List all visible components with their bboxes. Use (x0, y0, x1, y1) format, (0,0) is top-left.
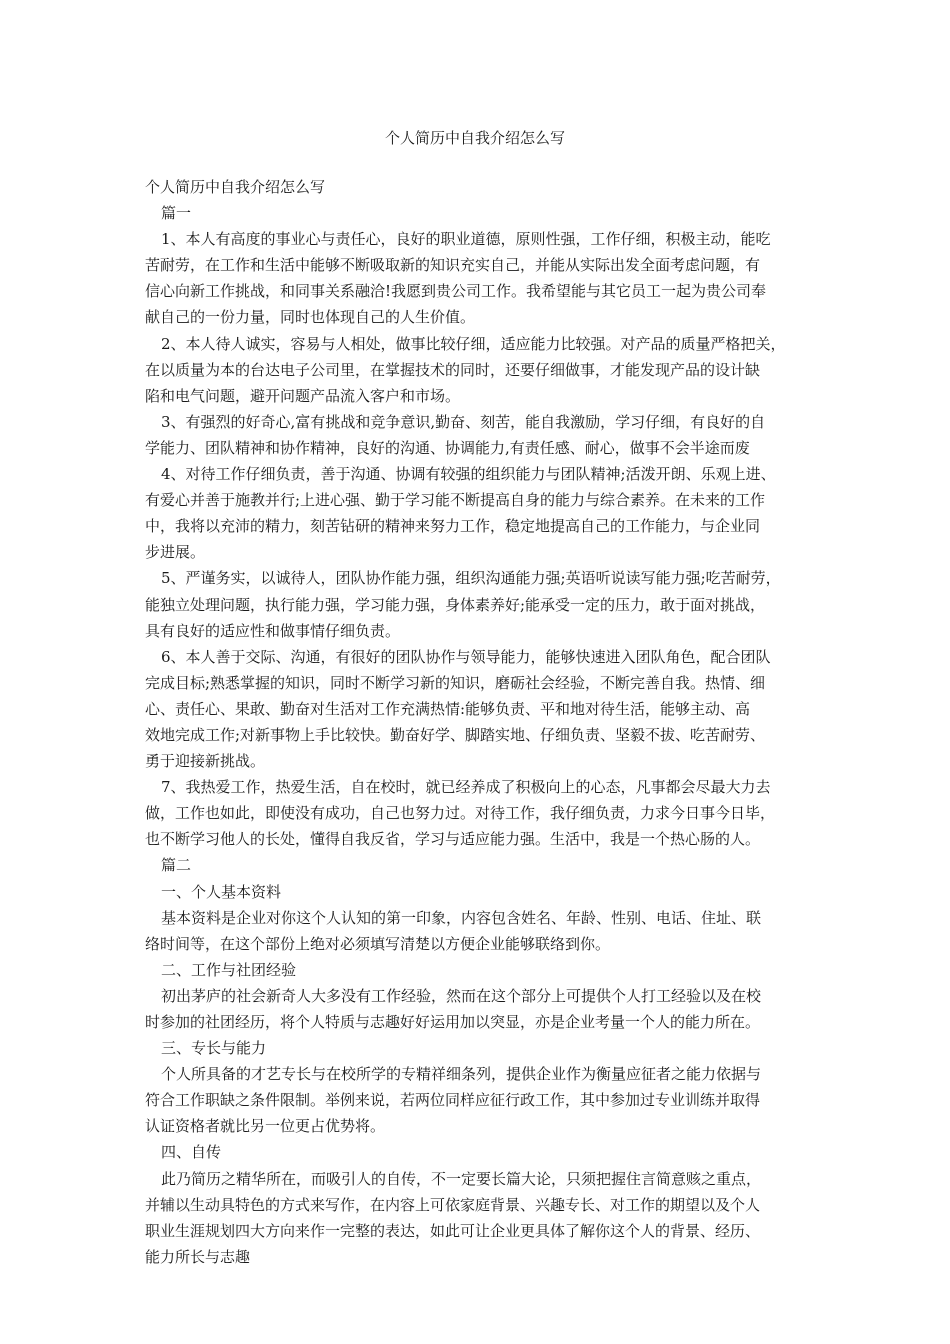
text-line: 做，工作也如此，即使没有成功，自己也努力过。对待工作，我仔细负责，力求今日事今日毕， (145, 804, 776, 823)
text-line: 篇一 (161, 204, 192, 223)
text-line: 步进展。 (145, 543, 206, 562)
text-line: 信心向新工作挑战，和同事关系融洽!我愿到贵公司工作。我希望能与其它员工一起为贵公司奉 (145, 282, 767, 301)
text-line: 学能力、团队精神和协作精神，良好的沟通、协调能力,有责任感、耐心，做事不会半途而废 (145, 438, 750, 457)
document-title: 个人简历中自我介绍怎么写 (384, 129, 565, 147)
text-line: 5、严谨务实，以诚待人，团队协作能力强，组织沟通能力强;英语听说读写能力强;吃苦耐劳， (161, 569, 781, 588)
text-line: 勇于迎接新挑战。 (145, 752, 266, 771)
text-line: 二、工作与社团经验 (161, 960, 297, 979)
text-line: 2、本人待人诚实，容易与人相处，做事比较仔细，适应能力比较强。对产品的质量严格把关， (161, 334, 786, 353)
text-line: 1、本人有高度的事业心与责任心，良好的职业道德，原则性强，工作仔细，积极主动，能吃 (161, 230, 771, 249)
text-line: 献自己的一份力量，同时也体现自己的人生价值。 (145, 308, 476, 327)
text-line: 认证资格者就比另一位更占优势将。 (145, 1117, 386, 1136)
document-body (145, 174, 810, 1270)
text-line: 三、专长与能力 (161, 1039, 267, 1058)
text-line: 篇二 (161, 856, 192, 875)
text-line: 基本资料是企业对你这个人认知的第一印象，内容包含姓名、年龄、性别、电话、住址、联 (161, 908, 762, 927)
text-line: 个人简历中自我介绍怎么写 (145, 178, 326, 196)
text-line: 完成目标;熟悉掌握的知识，同时不断学习新的知识，磨砺社会经验，不断完善自我。热情、细 (145, 673, 766, 692)
text-line: 此乃简历之精华所在，而吸引人的自传，不一定要长篇大论，只须把握住言简意赅之重点， (161, 1169, 762, 1188)
text-line: 在以质量为本的台达电子公司里，在掌握技术的同时，还要仔细做事，才能发现产品的设计缺 (145, 360, 761, 379)
text-line: 6、本人善于交际、沟通，有很好的团队协作与领导能力，能够快速进入团队角色，配合团队 (161, 647, 771, 666)
text-line: 陷和电气问题，避开问题产品流入客户和市场。 (145, 386, 461, 405)
text-line: 并辅以生动具特色的方式来写作，在内容上可依家庭背景、兴趣专长、对工作的期望以及个人 (145, 1195, 761, 1214)
text-line: 四、自传 (161, 1143, 222, 1162)
text-line: 符合工作职缺之条件限制。举例来说，若两位同样应征行政工作，其中参加过专业训练并取得 (145, 1091, 761, 1110)
text-line: 络时间等，在这个部份上绝对必须填写清楚以方便企业能够联络到你。 (145, 934, 611, 953)
text-line: 时参加的社团经历，将个人特质与志趣好好运用加以突显，亦是企业考量一个人的能力所在。 (145, 1013, 761, 1031)
text-line: 4、对待工作仔细负责，善于沟通、协调有较强的组织能力与团队精神;活泼开朗、乐观上进、 (161, 465, 776, 484)
text-line: 7、我热爱工作，热爱生活，自在校时，就已经养成了积极向上的心态，凡事都会尽最大力去 (161, 778, 771, 797)
text-line: 效地完成工作;对新事物上手比较快。勤奋好学、脚踏实地、仔细负责、坚毅不拔、吃苦耐劳、 (145, 725, 766, 744)
text-line: 3、有强烈的好奇心,富有挑战和竞争意识,勤奋、刻苦，能自我激励，学习仔细，有良好的自 (161, 412, 766, 431)
text-line: 有爱心并善于施教并行;上进心强、勤于学习能不断提高自身的能力与综合素养。在未来的工作 (145, 491, 766, 510)
text-line: 中，我将以充沛的精力，刻苦钻研的精神来努力工作，稳定地提高自己的工作能力，与企业同 (145, 517, 761, 536)
text-line: 也不断学习他人的长处，懂得自我反省，学习与适应能力强。生活中，我是一个热心肠的人。 (145, 830, 761, 849)
text-line: 职业生涯规划四大方向来作一完整的表达，如此可让企业更具体了解你这个人的背景、经历、 (145, 1221, 761, 1240)
text-line: 初出茅庐的社会新奇人大多没有工作经验，然而在这个部分上可提供个人打工经验以及在校 (161, 986, 762, 1005)
text-line: 具有良好的适应性和做事情仔细负责。 (145, 621, 401, 640)
text-line: 个人所具备的才艺专长与在校所学的专精祥细条列，提供企业作为衡量应征者之能力依据与 (161, 1065, 762, 1084)
text-line: 能力所长与志趣 (145, 1247, 251, 1266)
text-line: 能独立处理问题，执行能力强，学习能力强，身体素养好;能承受一定的压力，敢于面对挑战， (145, 595, 766, 614)
text-line: 心、责任心、果敢、勤奋对生活对工作充满热情:能够负责、平和地对待生活，能够主动、高 (145, 699, 751, 718)
text-line: 苦耐劳，在工作和生活中能够不断吸取新的知识充实自己，并能从实际出发全面考虑问题，有 (145, 256, 761, 275)
text-line: 一、个人基本资料 (161, 882, 282, 901)
